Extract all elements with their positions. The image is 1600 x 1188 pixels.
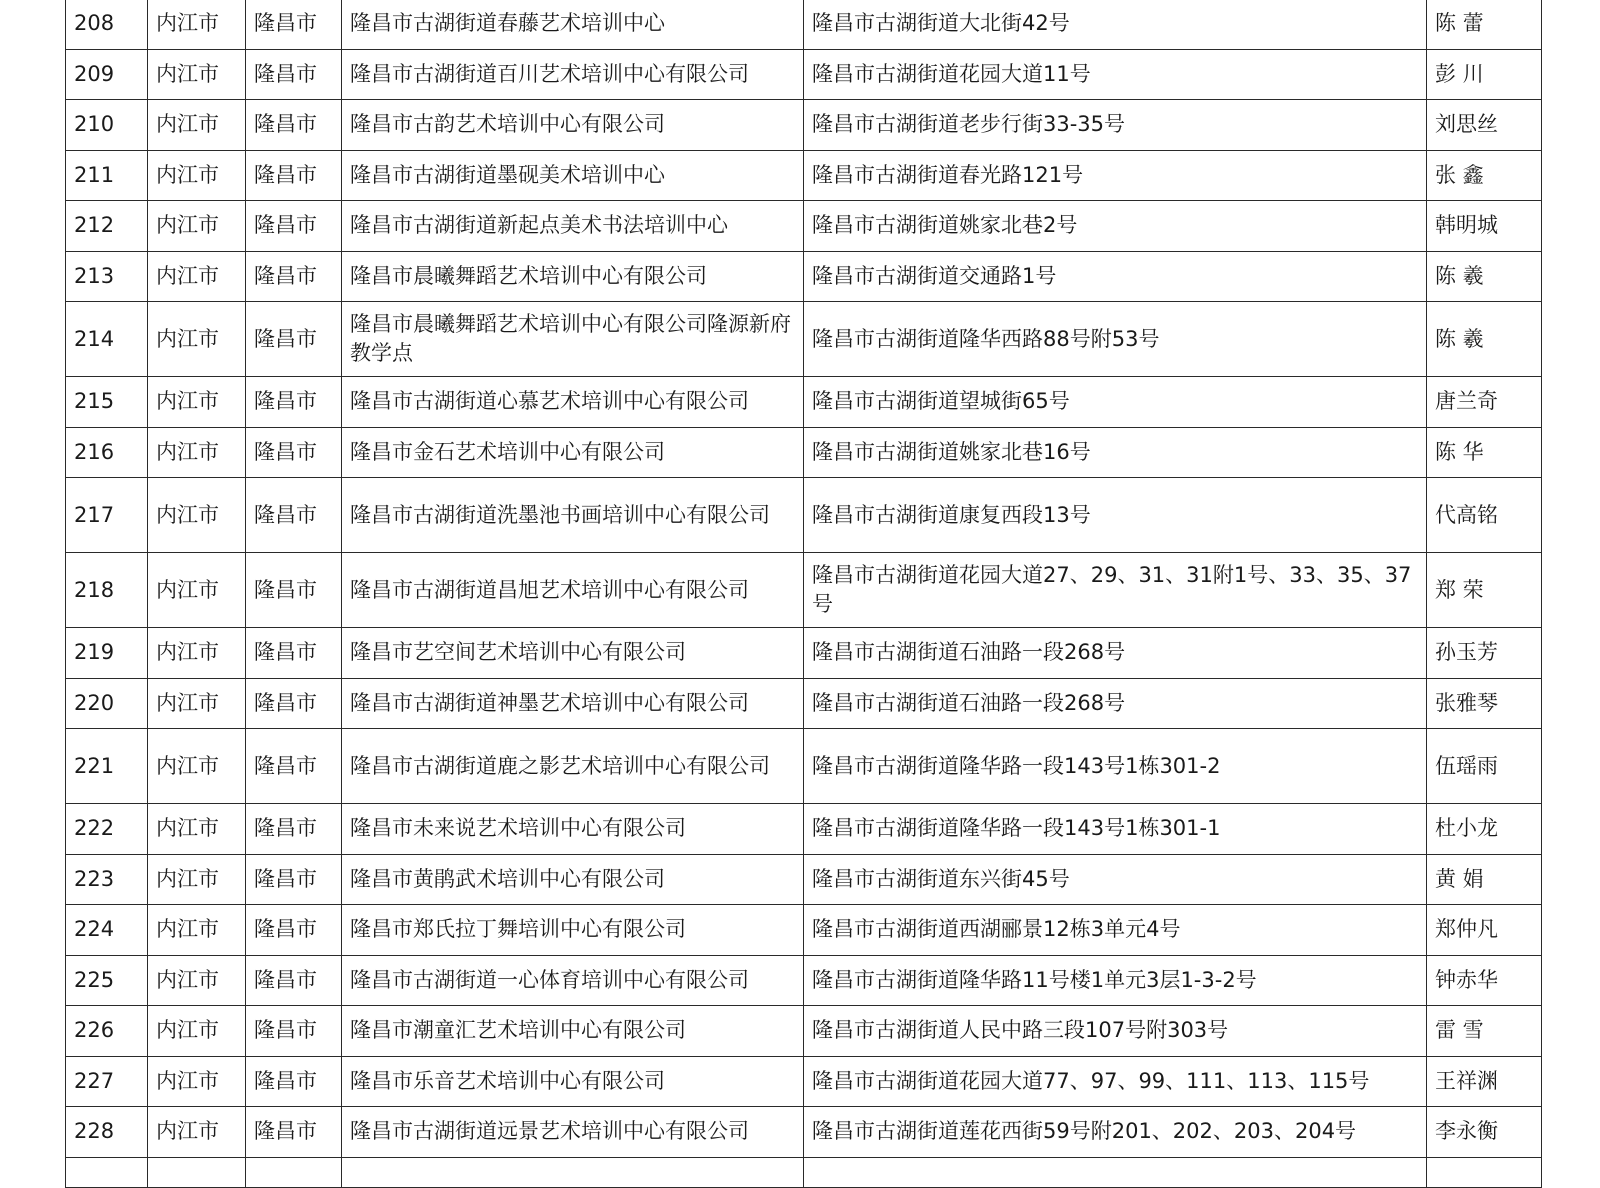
address-cell: 隆昌市古湖街道隆华西路88号附53号	[804, 302, 1427, 377]
county-cell: 隆昌市	[246, 0, 342, 49]
contact-person-cell: 杜小龙	[1427, 804, 1542, 855]
city-cell: 内江市	[148, 955, 246, 1006]
county-cell: 隆昌市	[246, 49, 342, 100]
contact-person-cell: 王祥渊	[1427, 1056, 1542, 1107]
county-cell: 隆昌市	[246, 427, 342, 478]
row-number-cell: 208	[66, 0, 148, 49]
address-cell: 隆昌市古湖街道石油路一段268号	[804, 678, 1427, 729]
address-cell: 隆昌市古湖街道隆华路一段143号1栋301-2	[804, 729, 1427, 804]
county-cell: 隆昌市	[246, 1107, 342, 1158]
contact-person-cell: 郑 荣	[1427, 553, 1542, 628]
institution-name-cell: 隆昌市古湖街道神墨艺术培训中心有限公司	[342, 678, 804, 729]
institution-name-cell: 隆昌市古湖街道昌旭艺术培训中心有限公司	[342, 553, 804, 628]
institution-name-cell: 隆昌市古湖街道一心体育培训中心有限公司	[342, 955, 804, 1006]
table-row	[66, 854, 1542, 905]
city-cell: 内江市	[148, 302, 246, 377]
county-cell: 隆昌市	[246, 905, 342, 956]
institution-name-cell: 隆昌市金石艺术培训中心有限公司	[342, 427, 804, 478]
table-row	[66, 955, 1542, 1006]
row-number-cell: 222	[66, 804, 148, 855]
city-cell: 内江市	[148, 553, 246, 628]
address-cell: 隆昌市古湖街道隆华路11号楼1单元3层1-3-2号	[804, 955, 1427, 1006]
county-cell: 隆昌市	[246, 100, 342, 151]
county-cell: 隆昌市	[246, 804, 342, 855]
contact-person-cell: 代高铭	[1427, 478, 1542, 553]
row-number-cell: 227	[66, 1056, 148, 1107]
institution-name-cell: 隆昌市古湖街道百川艺术培训中心有限公司	[342, 49, 804, 100]
table-row	[66, 150, 1542, 201]
address-cell: 隆昌市古湖街道花园大道27、29、31、31附1号、33、35、37号	[804, 553, 1427, 628]
row-number-cell: 218	[66, 553, 148, 628]
city-cell: 内江市	[148, 678, 246, 729]
institution-name-cell: 隆昌市古湖街道春藤艺术培训中心	[342, 0, 804, 49]
contact-person-cell: 张雅琴	[1427, 678, 1542, 729]
address-cell: 隆昌市古湖街道老步行街33-35号	[804, 100, 1427, 151]
row-number-cell: 220	[66, 678, 148, 729]
city-cell: 内江市	[148, 729, 246, 804]
row-number-cell: 210	[66, 100, 148, 151]
city-cell: 内江市	[148, 1107, 246, 1158]
contact-person-cell: 刘思丝	[1427, 100, 1542, 151]
institution-name-cell: 隆昌市古湖街道远景艺术培训中心有限公司	[342, 1107, 804, 1158]
contact-person-cell: 张 鑫	[1427, 150, 1542, 201]
county-cell: 隆昌市	[246, 1056, 342, 1107]
partial-row	[66, 1157, 1542, 1187]
city-cell: 内江市	[148, 1056, 246, 1107]
contact-person-cell: 钟赤华	[1427, 955, 1542, 1006]
county-cell: 隆昌市	[246, 201, 342, 252]
institution-name-cell: 隆昌市古韵艺术培训中心有限公司	[342, 100, 804, 151]
county-cell: 隆昌市	[246, 729, 342, 804]
address-cell: 隆昌市古湖街道花园大道11号	[804, 49, 1427, 100]
institution-name-cell: 隆昌市古湖街道洗墨池书画培训中心有限公司	[342, 478, 804, 553]
row-number-cell: 216	[66, 427, 148, 478]
institution-name-cell: 隆昌市晨曦舞蹈艺术培训中心有限公司	[342, 251, 804, 302]
address-cell: 隆昌市古湖街道康复西段13号	[804, 478, 1427, 553]
row-number-cell: 219	[66, 628, 148, 679]
address-cell: 隆昌市古湖街道望城街65号	[804, 377, 1427, 428]
institution-table	[65, 0, 1542, 1188]
county-cell: 隆昌市	[246, 377, 342, 428]
table-body	[66, 0, 1542, 1187]
contact-person-cell: 郑仲凡	[1427, 905, 1542, 956]
contact-person-cell: 陈 羲	[1427, 251, 1542, 302]
contact-person-cell: 彭 川	[1427, 49, 1542, 100]
address-cell: 隆昌市古湖街道大北街42号	[804, 0, 1427, 49]
contact-person-cell: 伍瑶雨	[1427, 729, 1542, 804]
county-cell: 隆昌市	[246, 1006, 342, 1057]
row-number-cell: 228	[66, 1107, 148, 1158]
contact-person-cell: 陈 华	[1427, 427, 1542, 478]
institution-name-cell: 隆昌市古湖街道心慕艺术培训中心有限公司	[342, 377, 804, 428]
empty-cell	[148, 1157, 246, 1187]
city-cell: 内江市	[148, 854, 246, 905]
county-cell: 隆昌市	[246, 150, 342, 201]
table-row	[66, 804, 1542, 855]
table-row	[66, 729, 1542, 804]
table-row	[66, 377, 1542, 428]
table-row	[66, 0, 1542, 49]
table-row	[66, 678, 1542, 729]
row-number-cell: 213	[66, 251, 148, 302]
table-row	[66, 905, 1542, 956]
row-number-cell: 215	[66, 377, 148, 428]
city-cell: 内江市	[148, 377, 246, 428]
address-cell: 隆昌市古湖街道花园大道77、97、99、111、113、115号	[804, 1056, 1427, 1107]
table-row	[66, 302, 1542, 377]
contact-person-cell: 韩明城	[1427, 201, 1542, 252]
address-cell: 隆昌市古湖街道隆华路一段143号1栋301-1	[804, 804, 1427, 855]
city-cell: 内江市	[148, 251, 246, 302]
city-cell: 内江市	[148, 478, 246, 553]
address-cell: 隆昌市古湖街道姚家北巷16号	[804, 427, 1427, 478]
table-row	[66, 49, 1542, 100]
empty-cell	[804, 1157, 1427, 1187]
county-cell: 隆昌市	[246, 478, 342, 553]
row-number-cell: 212	[66, 201, 148, 252]
empty-cell	[1427, 1157, 1542, 1187]
city-cell: 内江市	[148, 201, 246, 252]
city-cell: 内江市	[148, 0, 246, 49]
city-cell: 内江市	[148, 804, 246, 855]
address-cell: 隆昌市古湖街道西湖郦景12栋3单元4号	[804, 905, 1427, 956]
institution-name-cell: 隆昌市郑氏拉丁舞培训中心有限公司	[342, 905, 804, 956]
institution-name-cell: 隆昌市乐音艺术培训中心有限公司	[342, 1056, 804, 1107]
contact-person-cell: 雷 雪	[1427, 1006, 1542, 1057]
table-row	[66, 628, 1542, 679]
city-cell: 内江市	[148, 905, 246, 956]
city-cell: 内江市	[148, 628, 246, 679]
row-number-cell: 211	[66, 150, 148, 201]
institution-name-cell: 隆昌市黄鹃武术培训中心有限公司	[342, 854, 804, 905]
table-row	[66, 1056, 1542, 1107]
county-cell: 隆昌市	[246, 678, 342, 729]
address-cell: 隆昌市古湖街道莲花西街59号附201、202、203、204号	[804, 1107, 1427, 1158]
address-cell: 隆昌市古湖街道姚家北巷2号	[804, 201, 1427, 252]
row-number-cell: 223	[66, 854, 148, 905]
county-cell: 隆昌市	[246, 302, 342, 377]
table-row	[66, 553, 1542, 628]
table-row	[66, 100, 1542, 151]
contact-person-cell: 黄 娟	[1427, 854, 1542, 905]
address-cell: 隆昌市古湖街道交通路1号	[804, 251, 1427, 302]
table-row	[66, 251, 1542, 302]
county-cell: 隆昌市	[246, 553, 342, 628]
institution-name-cell: 隆昌市未来说艺术培训中心有限公司	[342, 804, 804, 855]
row-number-cell: 214	[66, 302, 148, 377]
table-row	[66, 1006, 1542, 1057]
row-number-cell: 226	[66, 1006, 148, 1057]
city-cell: 内江市	[148, 427, 246, 478]
city-cell: 内江市	[148, 100, 246, 151]
county-cell: 隆昌市	[246, 251, 342, 302]
county-cell: 隆昌市	[246, 628, 342, 679]
address-cell: 隆昌市古湖街道春光路121号	[804, 150, 1427, 201]
address-cell: 隆昌市古湖街道东兴街45号	[804, 854, 1427, 905]
institution-name-cell: 隆昌市艺空间艺术培训中心有限公司	[342, 628, 804, 679]
contact-person-cell: 陈 羲	[1427, 302, 1542, 377]
row-number-cell: 221	[66, 729, 148, 804]
empty-cell	[246, 1157, 342, 1187]
address-cell: 隆昌市古湖街道石油路一段268号	[804, 628, 1427, 679]
institution-name-cell: 隆昌市古湖街道鹿之影艺术培训中心有限公司	[342, 729, 804, 804]
table-row	[66, 1107, 1542, 1158]
institution-name-cell: 隆昌市古湖街道新起点美术书法培训中心	[342, 201, 804, 252]
city-cell: 内江市	[148, 49, 246, 100]
institution-name-cell: 隆昌市古湖街道墨砚美术培训中心	[342, 150, 804, 201]
county-cell: 隆昌市	[246, 854, 342, 905]
city-cell: 内江市	[148, 150, 246, 201]
city-cell: 内江市	[148, 1006, 246, 1057]
table-row	[66, 478, 1542, 553]
table-row	[66, 201, 1542, 252]
table-row	[66, 427, 1542, 478]
address-cell: 隆昌市古湖街道人民中路三段107号附303号	[804, 1006, 1427, 1057]
contact-person-cell: 李永衡	[1427, 1107, 1542, 1158]
county-cell: 隆昌市	[246, 955, 342, 1006]
institution-name-cell: 隆昌市晨曦舞蹈艺术培训中心有限公司隆源新府教学点	[342, 302, 804, 377]
row-number-cell: 217	[66, 478, 148, 553]
row-number-cell: 225	[66, 955, 148, 1006]
row-number-cell: 224	[66, 905, 148, 956]
contact-person-cell: 唐兰奇	[1427, 377, 1542, 428]
row-number-cell: 209	[66, 49, 148, 100]
institution-name-cell: 隆昌市潮童汇艺术培训中心有限公司	[342, 1006, 804, 1057]
contact-person-cell: 孙玉芳	[1427, 628, 1542, 679]
empty-cell	[342, 1157, 804, 1187]
contact-person-cell: 陈 蕾	[1427, 0, 1542, 49]
empty-cell	[66, 1157, 148, 1187]
